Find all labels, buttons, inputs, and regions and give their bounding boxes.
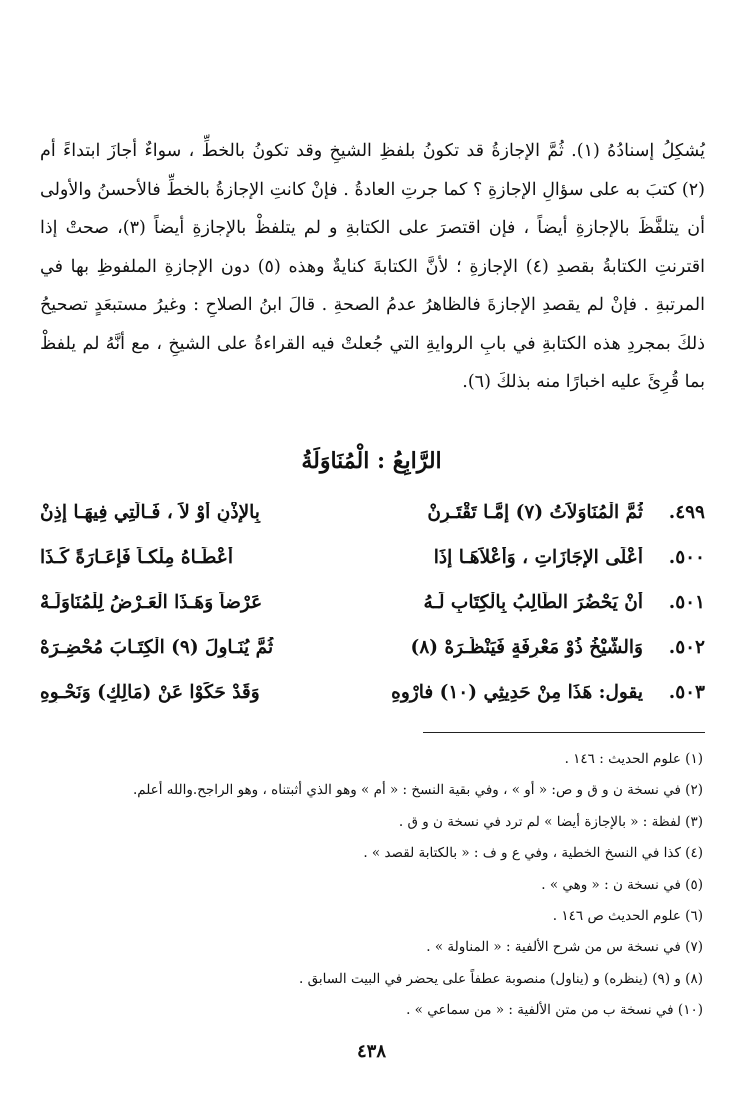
footnote: (٢) في نسخة ن و ق و ص: « أو » ، وفي بقية النسخ : « أم » وهو الذي أثبتناه ، وهو الراجح.والله أعلم.	[132, 782, 703, 799]
verse-line	[40, 490, 705, 535]
verse-first-hemistich: ثُمَّ الْمُنَاوَلاَتُ (٧) إِمَّـا تَقْتَـرِنْ	[427, 502, 643, 523]
footnote: (١) علوم الحديث : ١٤٦ .	[564, 751, 703, 767]
verse-number: ٥٠٠.	[668, 547, 705, 568]
footnote: (٨) و (٩) (ينظره) و (يناول) منصوبة عطفاً على يحضر في البيت السابق .	[299, 970, 703, 987]
section-heading: الرَّابِعُ : الْمُنَاوَلَةُ	[301, 448, 442, 474]
verse-first-hemistich: وَالشَّيْخُ ذُوْ مَعْرِفَةٍ فَيَنْظُـرَهْ (٨)	[410, 637, 643, 658]
verse-number: ٥٠٢.	[668, 637, 705, 658]
verse-block	[40, 490, 705, 715]
body-paragraph: يُشكِلُ إسنادُهُ (١). ثُمَّ الإجازةُ قد تكونُ بلفظِ الشيخِ وقد تكونُ بالخطِّ ، سواءٌ أجازَ ابتداءً أم (٢) كتبَ به على سؤالِ الإجازةِ ؟ كما جرتِ العادةُ . فإنْ كانتِ الإجازةُ بالخطِّ فالأحسنُ والأولى أن يتلفَّظَ بالإجازةِ أيضاً ، فإن اقتصرَ على الكتابةِ و لم يتلفظْ بالإجازةِ أيضاً (٣)، صحتْ إذا اقترنتِ الكتابةُ بقصدِ (٤) الإجازةِ ؛ لأنَّ الكتابةَ كنايةٌ وهذه (٥) دون الإجازةِ الملفوظِ بها في المرتبةِ . فإنْ لم يقصدِ الإجازةَ فالظاهرُ عدمُ الصحةِ . قالَ ابنُ الصلاحِ : وغيرُ مستبعَدٍ تصحيحُ ذلكَ بمجردِ هذه الكتابةِ في بابِ الروايةِ التي جُعلتْ فيه القراءةُ على الشيخِ ، مع أنَّهُ لم يلفظْ بما قُرِئَ عليه اخبارًا منه بذلكَ (٦).	[40, 141, 705, 392]
verse-line	[40, 580, 705, 625]
footnotes-list	[40, 744, 703, 1027]
verse-first-hemistich: أَنْ يَحْضُرَ الطَّالِبُ بِالْكِتَابِ لَـهُ	[423, 592, 643, 613]
footnote-divider	[423, 732, 705, 733]
verse-second-hemistich: بِالإِذْنِ أَوْ لاَ ، فَـالَّتِي فِيهَـا إِذِنْ	[40, 502, 260, 523]
verse-line	[40, 535, 705, 580]
verse-line	[40, 625, 705, 670]
verse-number: ٥٠١.	[668, 592, 705, 613]
verse-number: ٤٩٩.	[668, 502, 705, 523]
footnote: (١٠) في نسخة ب من متن الألفية : « من سماعي » .	[406, 1002, 703, 1019]
footnote: (٤) كذا في النسخ الخطية ، وفي ع و ف : « بالكتابة لقصد » .	[363, 845, 703, 862]
verse-second-hemistich: وَقَدْ حَكَوْا عَنْ (مَالِكٍ) وَنَحْـوِهِ	[40, 682, 260, 703]
footnote: (٣) لفظة : « بالإجازة أيضا » لم ترد في نسخة ن و ق .	[398, 813, 703, 830]
verse-first-hemistich: يقول: هَذَا مِنْ حَدِيثِي (١٠) فارْوِهِ	[391, 682, 643, 703]
verse-second-hemistich: أَعْطَـاهُ مِلْكـاً فَإِعَـارَةً كَـذَا	[40, 547, 234, 568]
verse-line	[40, 670, 705, 715]
footnote: (٦) علوم الحديث ص ١٤٦ .	[552, 908, 703, 925]
verse-number: ٥٠٣.	[668, 682, 705, 703]
verse-second-hemistich: ثُمَّ يُنَـاوِلَ (٩) الْكِتَـابَ مُحْضِـرَهْ	[40, 637, 274, 658]
page-number: ٤٣٨	[356, 1041, 386, 1062]
footnote: (٥) في نسخة ن : « وهي » .	[541, 876, 703, 893]
verse-second-hemistich: عَرْضاً وَهَـذَا الْعَـرْضُ لِلْمُنَاوَلَـهْ	[40, 592, 263, 613]
footnote: (٧) في نسخة س من شرح الألفية : « المناولة » .	[426, 939, 703, 956]
verse-first-hemistich: أَعْلَى الإِجَازَاتِ ، وَأَعْلاَهَـا إِذَا	[433, 547, 643, 568]
